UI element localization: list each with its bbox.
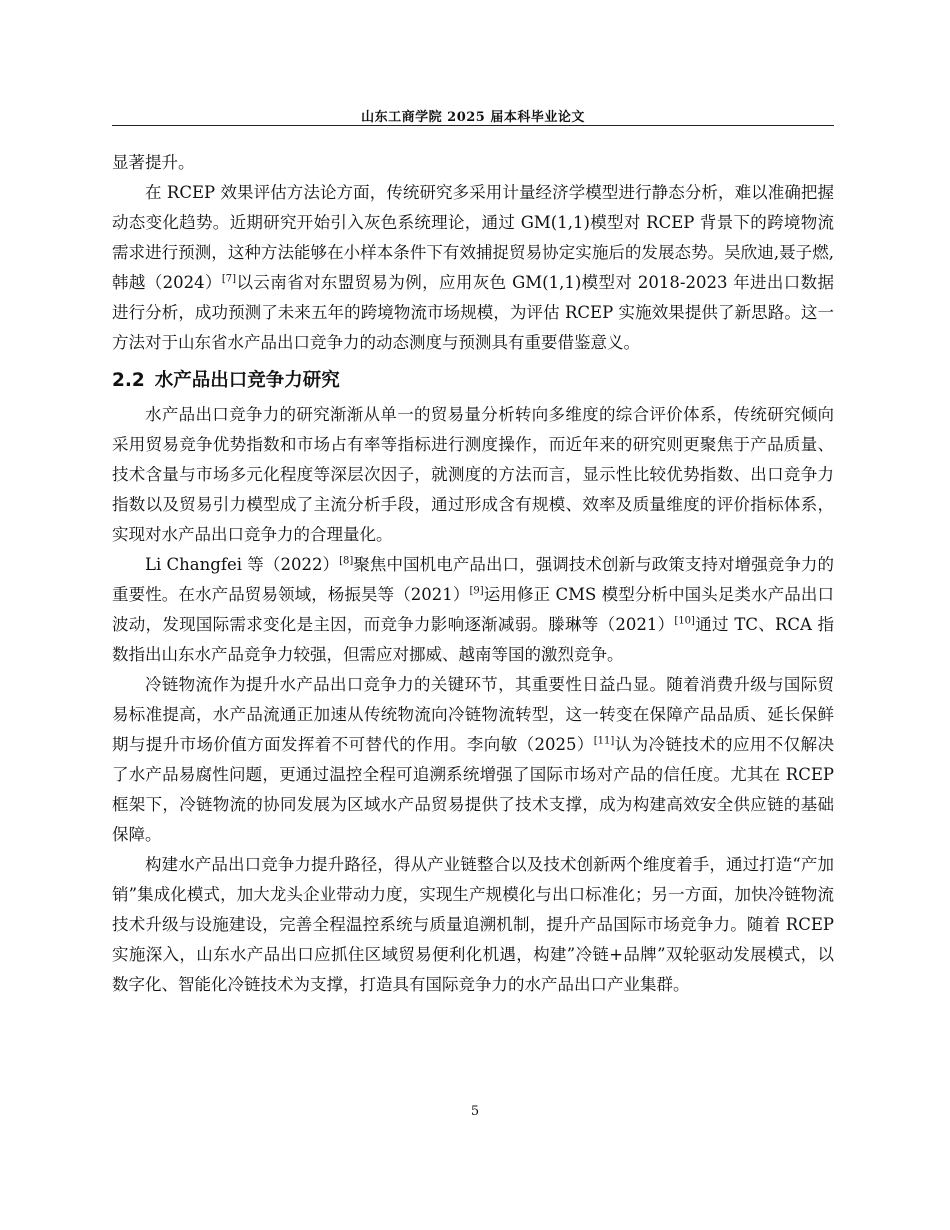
citation-ref: [10] [674, 615, 695, 627]
paragraph-rcep-methodology [112, 178, 834, 358]
paragraph-text: 以云南省对东盟贸易为例，应用灰色 GM(1,1)模型对 2018-2023 年进出口数据进行分析，成功预测了未来五年的跨境物流市场规模，为评估 RCEP 实施效果提供了新思路。这一方法对于山东省水产品出口竞争力的动态测度与预测具有重要借鉴意义。 [112, 273, 835, 352]
section-heading [112, 366, 834, 396]
paragraph-literature-review [112, 550, 834, 670]
paragraph-text: 认为冷链技术的应用不仅解决了水产品易腐性问题，更通过温控全程可追溯系统增强了国际市场对产品的信任度。尤其在 RCEP 框架下，冷链物流的协同发展为区域水产品贸易提供了技术支撑，成为构建高效安全供应链的基础保障。 [112, 735, 835, 844]
paragraph-improvement-path: 构建水产品出口竞争力提升路径，得从产业链整合以及技术创新两个维度着手，通过打造“产加销”集成化模式，加大龙头企业带动力度，实现生产规模化与出口标准化；另一方面，加快冷链物流技术升级与设施建设，完善全程温控系统与质量追溯机制，提升产品国际市场竞争力。随着 RCEP 实施深入，山东水产品出口应抓住区域贸易便利化机遇，构建”冷链+品牌”双轮驱动发展模式，以数字化、智能化冷链技术为支撑，打造具有国际竞争力的水产品出口产业集群。 [112, 855, 834, 994]
paragraph-text: 运用修正 CMS 模型分析中国头足类水产品出口波动，发现国际需求变化是主因，而竞争力影响逐渐减弱。滕琳等（2021） [112, 585, 834, 634]
paragraph-text: 在 RCEP 效果评估方法论方面，传统研究多采用计量经济学模型进行静态分析，难以准确把握动态变化趋势。近期研究开始引入灰色系统理论，通过 GM(1,1)模型对 RCEP 背景下的跨境物流需求进行预测，这种方法能够在小样本条件下有效捕捉贸易协定实施后的发展态势。吴欣迪,聂子燃,韩越（2024） [112, 183, 834, 292]
citation-ref: [9] [469, 585, 484, 597]
paragraph-cold-chain [112, 670, 834, 850]
paragraph-text: Li Changfei 等（2022） [145, 555, 340, 574]
section-number: 2.2 [112, 370, 145, 391]
header-rule [112, 125, 834, 126]
section-title: 水产品出口竞争力研究 [154, 370, 340, 391]
paragraph-text: 通过 TC、RCA 指数指出山东水产品竞争力较强，但需应对挪威、越南等国的激烈竞争。 [112, 615, 834, 664]
paragraph-text: 冷链物流作为提升水产品出口竞争力的关键环节，其重要性日益凸显。随着消费升级与国际贸易标准提高，水产品流通正加速从传统物流向冷链物流转型，这一转变在保障产品品质、延长保鲜期与提升市场价值方面发挥着不可替代的作用。李向敏（2025） [112, 675, 834, 754]
citation-ref: [11] [593, 735, 615, 747]
body-text [112, 148, 834, 1000]
paragraph-text: 聚焦中国机电产品出口，强调技术创新与政策支持对增强竞争力的重要性。在水产品贸易领域，杨振昊等（2021） [112, 555, 834, 604]
citation-ref: [7] [221, 273, 237, 285]
citation-ref: [8] [339, 555, 354, 567]
page-number: 5 [470, 1104, 480, 1119]
paragraph-competitiveness-evaluation: 水产品出口竞争力的研究渐渐从单一的贸易量分析转向多维度的综合评价体系，传统研究倾向采用贸易竞争优势指数和市场占有率等指标进行测度操作，而近年来的研究则更聚焦于产品质量、技术含量与市场多元化程度等深层次因子，就测度的方法而言，显示性比较优势指数、出口竞争力指数以及贸易引力模型成了主流分析手段，通过形成含有规模、效率及质量维度的评价指标体系，实现对水产品出口竞争力的合理量化。 [112, 405, 834, 544]
paragraph-continuation: 显著提升。 [112, 153, 195, 172]
running-header: 山东工商学院 2025 届本科毕业论文 [361, 110, 585, 125]
